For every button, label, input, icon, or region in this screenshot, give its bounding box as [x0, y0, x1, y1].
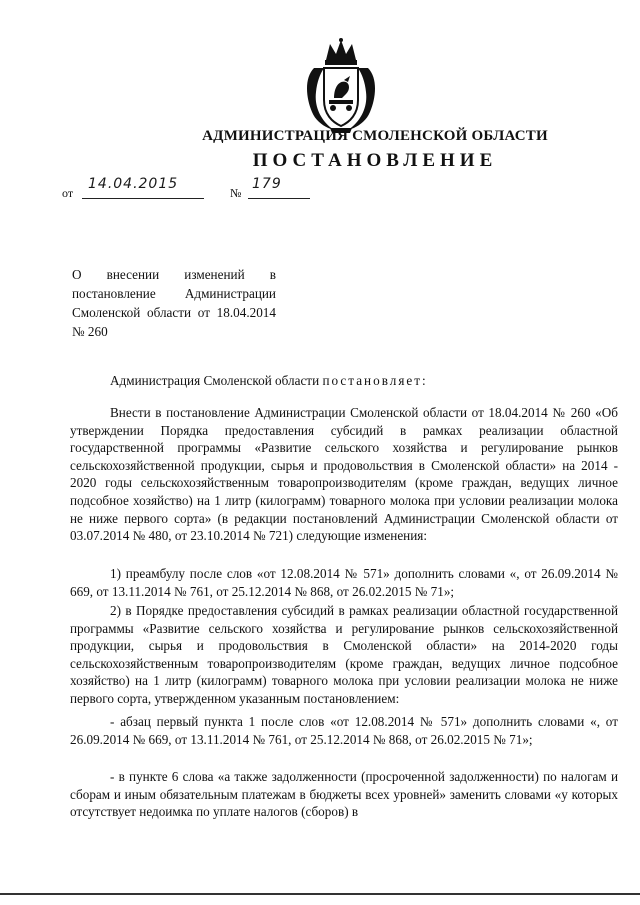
date-number-line — [62, 176, 342, 202]
document-subject: О внесении изменений в постановление Администрации Смоленской области от 18.04.2014 № 260 — [72, 267, 276, 339]
body-paragraph-4: - абзац первый пункта 1 после слов «от 12.08.2014 № 571» дополнить словами «, от 26.09.2014 № 669, от 13.11.2014 № 761, от 25.12.2014 № 868, от 26.02.2015 № 71»; — [70, 714, 618, 747]
document-type-title: ПОСТАНОВЛЕНИЕ — [252, 150, 498, 171]
body-paragraph-5: - в пункте 6 слова «а также задолженности (просроченной задолженности) по налогам и сборам и иным обязательным платежам в бюджеты всех уровней» заменить словами «у которых отсутствует недоимка по уплате налогов (сборов) в — [70, 769, 618, 820]
preamble — [70, 372, 618, 390]
date-handwritten: 14.04.2015 — [88, 176, 179, 192]
date-prefix: от — [62, 186, 74, 200]
preamble-lead: Администрация Смоленской области — [110, 373, 323, 388]
number-handwritten: 179 — [252, 176, 282, 192]
date-underline — [82, 198, 204, 199]
preamble-resolves: постановляет: — [322, 373, 428, 388]
body-paragraph-2: 1) преамбулу после слов «от 12.08.2014 № 571» дополнить словами «, от 26.09.2014 № 669, от 13.11.2014 № 761, от 25.12.2014 № 868, от 26.02.2015 № 71»; — [70, 566, 618, 599]
page-bottom-edge — [0, 893, 640, 895]
body-paragraph-1: Внести в постановление Администрации Смоленской области от 18.04.2014 № 260 «Об утверждении Порядка предоставления субсидий в рамках реализации областной государственной программы «Развитие сельского хозяйства и регулирование рынков сельскохозяйственной продукции, сырья и продовольствия в Смоленской области» на 2014 - 2020 годы сельскохозяйственным товаропроизводителям (кроме граждан, ведущих личное подсобное хозяйство) на 1 литр (килограмм) товарного молока при условии реализации молока не ниже первого сорта» (в редакции постановлений Администрации Смоленской области от 03.07.2014 № 480, от 23.10.2014 № 721) следующие изменения: — [70, 405, 618, 544]
number-underline — [248, 198, 310, 199]
number-prefix: № — [230, 186, 242, 200]
coat-of-arms-icon — [300, 38, 382, 134]
organization-name: АДМИНИСТРАЦИЯ СМОЛЕНСКОЙ ОБЛАСТИ — [202, 128, 548, 144]
body-paragraph-3: 2) в Порядке предоставления субсидий в рамках реализации областной государственной программы «Развитие сельского хозяйства и регулирование рынков сельскохозяйственной продукции, сырья и продовольствия в Смоленской области» на 2014-2020 годы сельскохозяйственным товаропроизводителям (кроме граждан, ведущих личное подсобное хозяйство) на 1 литр (килограмм) товарного молока при условии реализации молока не ниже первого сорта, утвержденном указанным постановлением: — [70, 603, 618, 706]
